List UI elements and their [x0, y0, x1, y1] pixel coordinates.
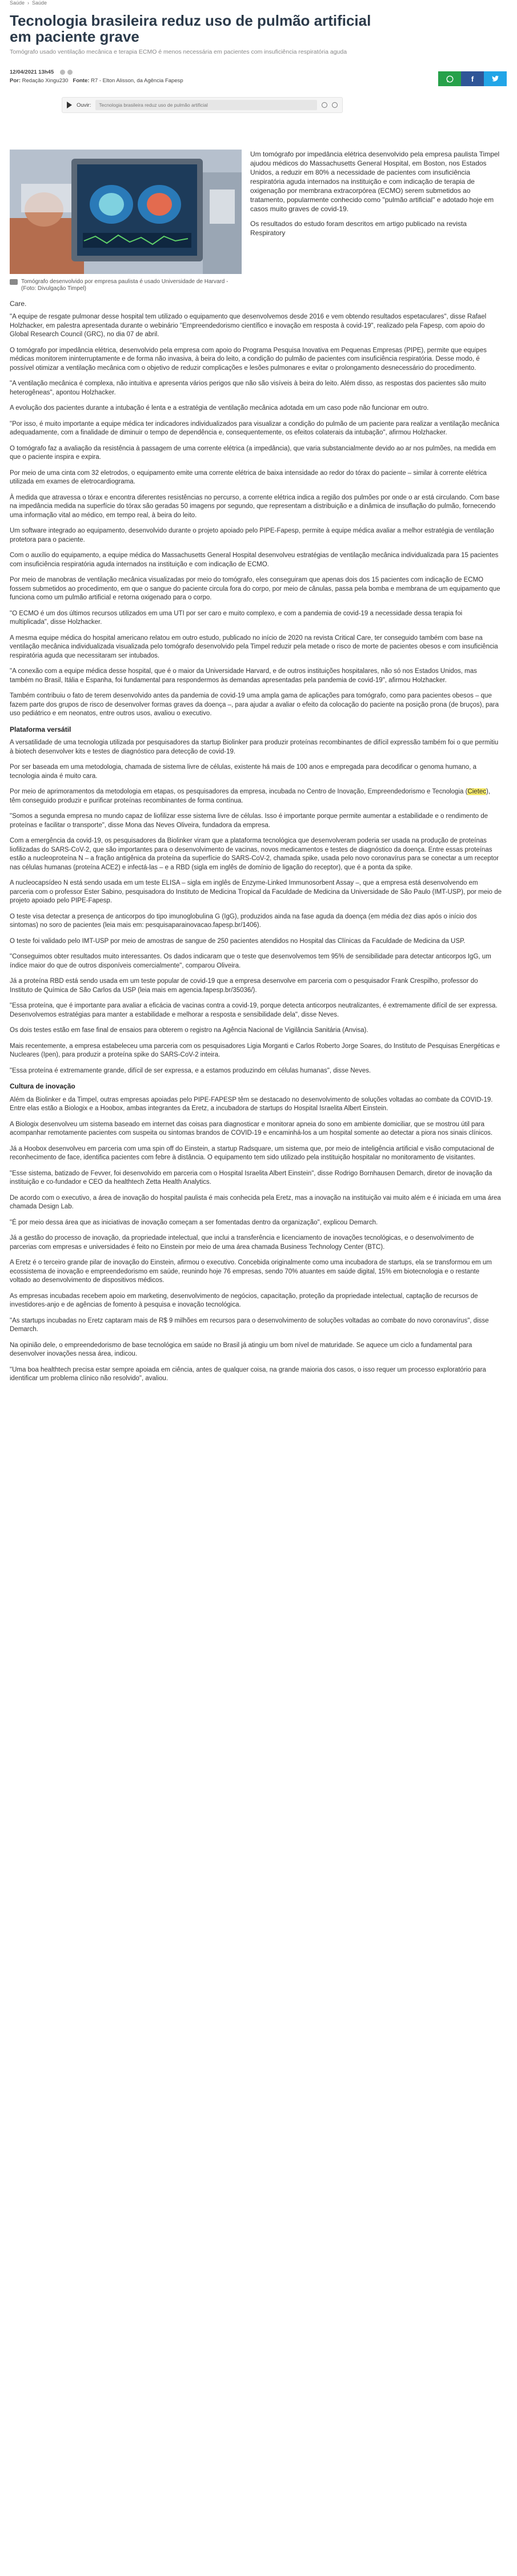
- article-paragraph: "Essa proteína é extremamente grande, difícil de ser expressa, e a estamos produzindo em células humanas", disse Neves.: [10, 1067, 371, 1074]
- paragraph-text: Por meio de aprimoramentos da metodologia em etapas, os pesquisadores da empresa, incubada no Centro de Inovação, Empreendedorismo e Tecnologia (: [10, 788, 468, 795]
- article-paragraph: A Biologix desenvolveu um sistema baseado em internet das coisas para diagnosticar e monitorar apneia do sono em ambiente domiciliar, que se mostrou útil para acompanhar remotamente pacientes com suspeita ou sintomas brandos de COVID-19 e encaminhá-los a um hospital somente ao detectar a piora nos sinais clínicos.: [10, 1120, 493, 1136]
- article-paragraph: A nucleocapsídeo N está sendo usada em um teste ELISA – sigla em inglês de Enzyme-Linked Immunosorbent Assay –, que a empresa está desenvolvendo em parceria com o professor Ester Sabino, pesquisadora do Instituto de Medicina Tropical da Faculdade de Medicina da Universidade de São Paulo (IMT-USP), por meio de projeto apoiado pelo PIPE-Fapesp.: [10, 880, 502, 904]
- article-paragraph: Mais recentemente, a empresa estabeleceu uma parceria com os pesquisadores Ligia Morganti e Carlos Roberto Jorge Soares, do Instituto de Pesquisas Energéticas e Nucleares (Ipen), para produzir a proteína spike do SARS-CoV-2 inteira.: [10, 1042, 500, 1058]
- bookmark-icon[interactable]: [67, 70, 73, 75]
- section-heading: Cultura de inovação: [10, 1082, 75, 1090]
- tomograph-photo-illustration: [10, 150, 242, 274]
- article-paragraph: Um software integrado ao equipamento, desenvolvido durante o projeto apoiado pelo PIPE-Fapesp, permite à equipe médica avaliar a melhor estratégia de ventilação protetora para o paciente.: [10, 527, 494, 543]
- whatsapp-icon: [446, 75, 454, 83]
- article-subtitle: Tomógrafo usado ventilação mecânica e terapia ECMO é menos necessária em pacientes com insuficiência respiratória aguda: [10, 49, 347, 55]
- article-intro: [250, 150, 502, 243]
- article-paragraph: "É por meio dessa área que as iniciativas de inovação começam a ser fomentadas dentro da organização", explicou Demarch.: [10, 1219, 378, 1226]
- breadcrumb-separator: ›: [27, 0, 30, 6]
- share-buttons: [438, 71, 507, 86]
- photo-caption-text: Tomógrafo desenvolvido por empresa paulista é usado Universidade de Harvard - (Foto: Divulgação Timpel): [21, 279, 229, 292]
- article-paragraph: "Conseguimos obter resultados muito interessantes. Os dados indicaram que o teste que desenvolvemos tem 95% de sensibilidade para detectar anticorpos IgG, um índice maior do que de outros disponíveis comercialmente", comparou Oliveira.: [10, 953, 491, 969]
- source-name: R7 - Elton Alisson, da Agência Fapesp: [91, 78, 183, 84]
- article-paragraph: A versatilidade de uma tecnologia utilizada por pesquisadores da startup Biolinker para produzir proteínas recombinantes de difícil expressão também foi o que permitiu à biotech desenvolver kits e testes de diagnóstico para detecção de covid-19.: [10, 739, 499, 755]
- volume-icon[interactable]: [322, 102, 327, 108]
- source-label: Fonte:: [73, 78, 90, 84]
- article-paragraph: Com a emergência da covid-19, os pesquisadores da Biolinker viram que a plataforma tecnológica que desenvolveram poderia ser usada na produção de proteínas liofilizadas do SARS-CoV-2, que são importantes para o desenvolvimento de vacinas, novos medicamentos e testes de diagnóstico da doença. Entre essas proteínas estão a nucleoproteína N – a fração antigênica da proteína da superfície do SARS-CoV-2, chamada spike, usada pelo novo coronavírus para se conectar a um receptor nas células humanas (proteína ACE2) e infectá-las – e a RBD (sigla em inglês de domínio de ligação do receptor), que é a ponta da spike.: [10, 837, 499, 871]
- article-paragraph: "Somos a segunda empresa no mundo capaz de liofilizar esse sistema livre de células. Isso é importante porque permite aumentar a estabilidade e o rendimento de proteínas e facilitar o transporte", disse Mona das Neves Oliveira, fundadora da empresa.: [10, 813, 488, 829]
- author-name: Redação Xingu230: [22, 78, 69, 84]
- audio-player: [62, 97, 343, 113]
- article-paragraph: "O ECMO é um dos últimos recursos utilizados em uma UTI por ser caro e muito complexo, e com a pandemia de covid-19 a necessidade dessa terapia foi multiplicada", disse Holzhacker.: [10, 610, 463, 626]
- photo-caption: [10, 279, 242, 292]
- article-paragraph: Por meio de uma cinta com 32 eletrodos, o equipamento emite uma corrente elétrica de baixa intensidade ao redor do tórax do paciente – similar à corrente elétrica utilizada em exames de eletrocardiograma.: [10, 469, 487, 485]
- article-photo[interactable]: [10, 150, 242, 274]
- play-icon[interactable]: [67, 102, 72, 108]
- paragraph-text: ), têm conseguido produzir e purificar proteínas recombinantes de forma contínua.: [10, 788, 491, 804]
- article-paragraph: Além da Biolinker e da Timpel, outras empresas apoiadas pelo PIPE-FAPESP têm se destacado no desenvolvimento de soluções voltadas ao combate da COVID-19. Entre elas estão a Biologix e a Hoobox, ambas integrantes da Eretz, a incubadora de startups do Hospital Israelita Albert Einstein.: [10, 1096, 493, 1112]
- publish-date: 12/04/2021 13h45: [10, 69, 54, 75]
- article-paragraph: Na opinião dele, o empreendedorismo de base tecnológica em saúde no Brasil já atingiu um bom nível de maturidade. Se aquece um ciclo a fundamental para desenvolver inovações nessa área, indicou.: [10, 1341, 472, 1357]
- article-paragraph: Já a proteína RBD está sendo usada em um teste popular de covid-19 que a empresa desenvolve em parceria com o pesquisador Frank Crespilho, professor do Instituto de Química de São Carlos da USP (leia mais em agencia.fapesp.br/35036/).: [10, 978, 478, 994]
- article-paragraph: "A equipe de resgate pulmonar desse hospital tem utilizado o equipamento que desenvolvemos desde 2016 e vem obtendo resultados espetaculares", disse Rafael Holzhacker, em palestra apresentada durante o webinário "Empreendedorismo científico e inovação em resposta à covid-19", realizado pela Fapesp, com apoio do Global Research Council (GRC), no dia 07 de abril.: [10, 313, 487, 338]
- intro-paragraph: Os resultados do estudo foram descritos em artigo publicado na revista Respiratory: [250, 220, 467, 237]
- audio-label: Ouvir:: [77, 102, 91, 108]
- article-paragraph: O tomógrafo por impedância elétrica, desenvolvido pela empresa com apoio do Programa Pesquisa Inovativa em Pequenas Empresas (PIPE), permite que equipes médicas monitorem ininterruptamente e de forma não invasiva, à beira do leito, a condição do pulmão de pacientes com insuficiência respiratória. Desse modo, é possível otimizar a ventilação mecânica com o objetivo de reduzir complicações e lesões pulmonares e evitar o prolongamento desnecessário do procedimento.: [10, 346, 487, 372]
- article-paragraph: A mesma equipe médica do hospital americano relatou em outro estudo, publicado no início de 2020 na revista Critical Care, ter conseguido também com base na ventilação mecânica individualizada visualizada pelo tomógrafo desenvolvido pela Timpel reduzir pela metade o risco de morte de pacientes obesos e com insuficiência respiratória aguda que necessitaram ser intubados.: [10, 634, 498, 659]
- settings-icon[interactable]: [332, 102, 338, 108]
- article-paragraph: "Uma boa healthtech precisa estar sempre apoiada em ciência, antes de qualquer coisa, na grande maioria dos casos, o isso requer um processo exploratório para identificar um problema clínico não resolvido", avaliou.: [10, 1366, 486, 1382]
- article-title: Tecnologia brasileira reduz uso de pulmão artificial em paciente grave: [10, 12, 371, 45]
- breadcrumb-item[interactable]: Saúde: [32, 0, 47, 6]
- article-figure: [10, 150, 242, 305]
- article-paragraph: "Por isso, é muito importante a equipe médica ter indicadores individualizados para visualizar a condição do pulmão de um paciente para realizar a ventilação mecânica adequadamente, com a finalidade de diminuir o tempo de dependência e, consequentemente, os efeitos colaterais da intubação", afirmou Holzhacker.: [10, 420, 499, 436]
- article-paragraph: Já a gestão do processo de inovação, da propriedade intelectual, que inclui a transferência e licenciamento de inovações tecnológicas, e o desenvolvimento de parcerias com empresas e universidades é feito no Einstein por meio de uma área chamada Business Technology Center (BTC).: [10, 1235, 474, 1251]
- article-meta: [10, 68, 183, 85]
- twitter-icon: [492, 75, 499, 82]
- breadcrumb-item[interactable]: Saúde: [10, 0, 25, 6]
- audio-track-title: Tecnologia brasileira reduz uso de pulmão artificial: [99, 102, 208, 108]
- intro-tail: Care.: [10, 300, 27, 308]
- meta-icons: [60, 70, 73, 75]
- article-paragraph: A evolução dos pacientes durante a intubação é lenta e a estratégia de ventilação mecânica adotada em um caso pode não funcionar em outro.: [10, 405, 429, 412]
- article-paragraph: Também contribuiu o fato de terem desenvolvido antes da pandemia de covid-19 uma ampla gama de aplicações para tomógrafo, como para pacientes obesos – que fazem parte dos grupos de risco de desenvolver formas graves da doença –, para ajudar a avaliar o efeito da colocação do paciente na posição prona (de bruços), para uso pediátrico e em neonatos, entre outros usos, avaliou o executivo.: [10, 692, 499, 717]
- article-paragraph: "As startups incubadas no Eretz captaram mais de R$ 9 milhões em recursos para o desenvolvimento de soluções voltadas ao combate do novo coronavírus", disse Demarch.: [10, 1317, 489, 1333]
- article-paragraph: "A ventilação mecânica é complexa, não intuitiva e apresenta vários perigos que não são visíveis à beira do leito. Além disso, as respostas dos pacientes são muito heterogêneas", apontou Holzhacker.: [10, 380, 486, 396]
- article-paragraph: As empresas incubadas recebem apoio em marketing, desenvolvimento de negócios, capacitação, proteção da propriedade intelectual, captação de recursos de investidores-anjo e de agências de fomento à pesquisa e inovação tecnológica.: [10, 1292, 478, 1308]
- whatsapp-share-button[interactable]: [438, 71, 461, 86]
- article-paragraph: [10, 788, 502, 805]
- section-heading: Plataforma versátil: [10, 725, 71, 733]
- comment-icon[interactable]: [60, 70, 65, 75]
- highlighted-term[interactable]: Cietec: [467, 788, 487, 795]
- camera-icon: [10, 279, 18, 285]
- article-paragraph: Já a Hoobox desenvolveu em parceria com uma spin off do Einstein, a startup Radsquare, um sistema que, por meio de inteligência artificial e visão computacional de reconhecimento de face, identifica pacientes com febre à distância. O equipamento tem sido utilizado pela instituição hospitalar no monitoramento de visitantes.: [10, 1145, 495, 1161]
- twitter-share-button[interactable]: [484, 71, 507, 86]
- article-paragraph: De acordo com o executivo, a área de inovação do hospital paulista é mais conhecida pela Eretz, mas a inovação na instituição vai muito além e é iniciada em uma área chamada Design Lab.: [10, 1194, 501, 1210]
- facebook-icon: f: [471, 74, 474, 83]
- facebook-share-button[interactable]: [461, 71, 484, 86]
- article-paragraph: O teste foi validado pelo IMT-USP por meio de amostras de sangue de 250 pacientes atendidos no Hospital das Clínicas da Faculdade de Medicina da USP.: [10, 937, 466, 945]
- article-paragraph: O teste visa detectar a presença de anticorpos do tipo imunoglobulina G (IgG), produzidos ainda na fase aguda da doença (em média dez dias após o início dos sintomas) no soro de pacientes (leia mais em: pesquisaparainovacao.fapesp.br/1406).: [10, 913, 477, 929]
- audio-progress[interactable]: [95, 100, 317, 110]
- article-paragraph: Com o auxílio do equipamento, a equipe médica do Massachusetts General Hospital desenvolveu estratégias de ventilação mecânica individualizada para 15 pacientes com insuficiência respiratória aguda internados na instituição e com indicação de ECMO.: [10, 552, 499, 568]
- intro-paragraph: Um tomógrafo por impedância elétrica desenvolvido pela empresa paulista Timpel ajudou médicos do Massachusetts General Hospital, em Boston, nos Estados Unidos, a reduzir em 80% a necessidade de pacientes com insuficiência respiratória aguda internados na instituição e com indicação de terapia de oxigenação por membrana extracorpórea (ECMO) serem submetidos ao tratamento, popularmente conhecido como "pulmão artificial" e adotado hoje em casos muito graves de covid-19.: [250, 150, 500, 213]
- breadcrumb: [10, 0, 47, 6]
- article-paragraph: Os dois testes estão em fase final de ensaios para obterem o registro na Agência Nacional de Vigilância Sanitária (Anvisa).: [10, 1027, 368, 1034]
- article-paragraph: "A conexão com a equipe médica desse hospital, que é o maior da Universidade Harvard, e de outros instituições hospitalares, não só nos Estados Unidos, mas também no Brasil, Itália e Espanha, foi fundamental para respondermos às demandas apresentadas pela pandemia de covid-19", afirmou Holzhacker.: [10, 668, 477, 684]
- article-paragraph: O tomógrafo faz a avaliação da resistência à passagem de uma corrente elétrica (a impedância), que varia substancialmente devido ao ar nos pulmões, na medida em que o paciente inspira e expira.: [10, 445, 496, 461]
- article-paragraph: À medida que atravessa o tórax e encontra diferentes resistências no percurso, a corrente elétrica indica a região dos pulmões por onde o ar está circulando. Com base na impedância medida na superfície do tórax são geradas 50 imagens por segundo, que representam a distribuição e a dinâmica de insuflação do pulmão, fornecendo uma informação vital ao médico, em tempo real, à beira do leito.: [10, 494, 500, 519]
- article-paragraph: "Esse sistema, batizado de Fevver, foi desenvolvido em parceria com o Hospital Israelita Albert Einstein", disse Rodrigo Bornhausen Demarch, diretor de inovação da instituição e co-fundador e CEO da healthtech Zetta Health Analytics.: [10, 1170, 492, 1186]
- article-body: [10, 313, 502, 1390]
- article-paragraph: A Eretz é o terceiro grande pilar de inovação do Einstein, afirmou o executivo. Concebida originalmente como uma incubadora de startups, ela se transformou em um ecossistema de inovação e empreendedorismo em saúde, reunindo hoje 76 empresas, sendo 70% atuantes em saúde digital, 15% em biotecnologia e o restante voltado ao desenvolvimento de dispositivos médicos.: [10, 1259, 492, 1284]
- article-paragraph: "Essa proteína, que é importante para avaliar a eficácia de vacinas contra a covid-19, porque detecta anticorpos neutralizantes, é extremamente difícil de ser expressa. Desenvolvemos estratégias para manter a estabilidade e melhorar a resposta e sensibilidade dela", disse Neves.: [10, 1002, 498, 1018]
- author-label: Por:: [10, 78, 21, 84]
- article-paragraph: Por meio de manobras de ventilação mecânica visualizadas por meio do tomógrafo, eles conseguiram que apenas dois dos 15 pacientes com indicação de ECMO fossem submetidos ao procedimento, em que o sangue do paciente circula fora do corpo, por meio de cânulas, passa pela bomba e membrana de um equipamento que funciona como um pulmão artificial e retorna oxigenado para o corpo.: [10, 577, 500, 601]
- article-paragraph: Por ser baseada em uma metodologia, chamada de sistema livre de células, existente há mais de 100 anos e empregada para decodificar o genoma humano, a tecnologia ainda é muito cara.: [10, 764, 476, 780]
